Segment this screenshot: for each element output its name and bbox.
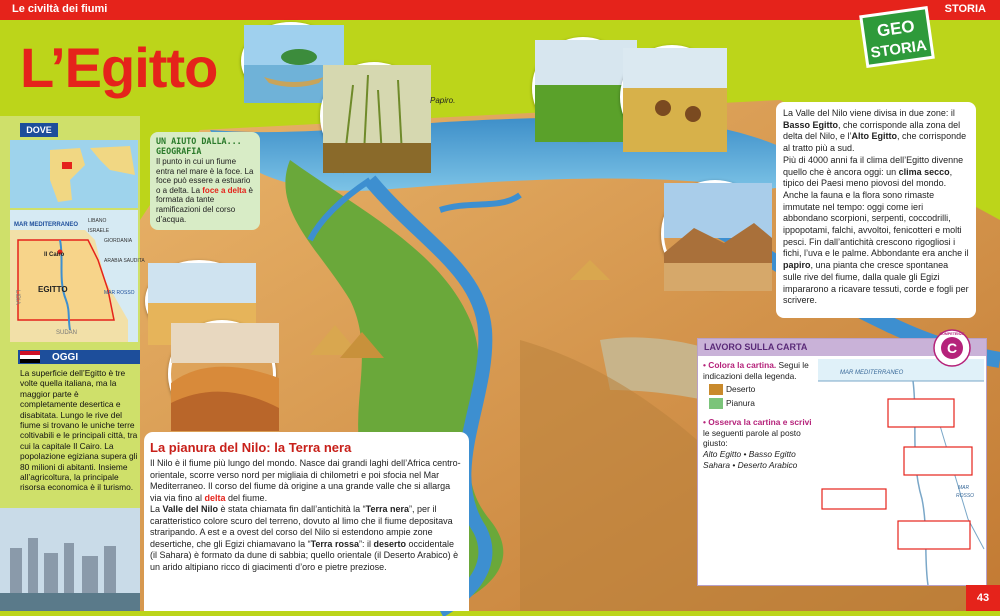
map-exercise-instructions: • Colora la cartina. Segui le indicazioni della legenda. Deserto Pianura • Osserva la cartina e scrivi le seguenti parole al posto giusto: Alto Egitto • Basso Egitto Sahara • Deserto Arabico (703, 360, 815, 470)
dove-label: DOVE (20, 123, 58, 137)
geostoria-badge (858, 6, 936, 68)
exercise-outline-map (818, 359, 984, 585)
legend-item-deserto: Deserto (709, 384, 815, 395)
subject-label: STORIA (944, 3, 986, 15)
geo-box-heading: UN AIUTO DALLA... (156, 136, 242, 146)
badge-geo: GEO (875, 16, 916, 41)
map-label-arabia-saudita: ARABIA SAUDITA (104, 258, 145, 264)
world-map (10, 140, 138, 208)
map-label-libia: LIBIA (14, 290, 20, 305)
map-exercise-header: LAVORO SULLA CARTA (698, 339, 986, 356)
map-label-cairo: Il Cairo (44, 252, 65, 258)
map-label-libano: LIBANO (88, 218, 107, 224)
answer-box-3[interactable] (822, 489, 886, 509)
map-label-israele: ISRAELE (88, 228, 110, 234)
map-label-sudan: SUDAN (56, 330, 78, 336)
answer-box-4[interactable] (898, 521, 970, 549)
nile-plain-paragraph-1: Il Nilo è il fiume più lungo del mondo. Nasce dai grandi laghi dell’Africa centro-orientale, scorre verso nord per migliaia di chilometri e poi sfocia nel Mar Mediterraneo. Il corso del fiume dà origine a una grande valle che si allarga via via fino al delta del fiume. (150, 458, 461, 503)
badge-storia: STORIA (869, 37, 928, 62)
nile-plain-title: La pianura del Nilo: la Terra nera (150, 440, 352, 455)
egypt-locator-map (10, 210, 145, 342)
section-header-bar (0, 0, 1000, 20)
nile-plain-paragraph-2: La Valle del Nilo è stata chiamata fin dall’antichità la “Terra nera”, per il caratteristico colore scuro del terreno, dovuto al limo che il fiume depositava straripando. A est e a ovest del corso del Nilo si estendono ampie zone desertiche, che gli Egizi chiamavano la “Terra rossa”: il deserto occidentale (il Sahara) è formato da dune di sabbia; quello orientale (il Deserto Arabico) è un arido altipiano ricco di giacimenti d’oro e pietre preziose. (150, 504, 459, 572)
map-exercise-panel (697, 338, 987, 586)
papyrus-photo (320, 62, 428, 170)
map-label-egitto: EGITTO (38, 285, 68, 294)
desert-mountain-photo (661, 180, 769, 288)
answer-box-1[interactable] (888, 399, 954, 427)
papyrus-caption: Papiro. (430, 96, 456, 105)
exercise-map-label-red-2: ROSSO (956, 493, 975, 499)
section-title: Le civiltà dei fiumi (12, 3, 108, 15)
badge-ring-text: COMPETENZE (939, 332, 965, 336)
geo-box-text: Il punto in cui un fiume entra nel mare è la foce. La foce può essere a estuario o a delta. La foce a delta è formata da tante ramificazioni del corso d’acqua. (156, 157, 254, 224)
exercise-map-label-red-1: MAR (958, 485, 970, 491)
badge-letter: C (946, 340, 958, 356)
cairo-photo (0, 508, 140, 611)
exercise-map-label-med: MAR MEDITERRANEO (840, 370, 904, 376)
harvest-photo (620, 45, 724, 149)
answer-box-2[interactable] (904, 447, 972, 475)
oggi-text: La superficie dell’Egitto è tre volte quella italiana, ma la maggior parte è completamente desertica e disabitata. Lungo le rive del fiume si trovano le uniche terre coltivabili e le principali città, tra cui la capitale Il Cairo. La popolazione egiziana supera gli 80 milioni di abitanti. Insieme all’agricoltura, la principale risorsa economica è il turismo. (20, 368, 138, 493)
nile-plain-textbox (144, 432, 469, 611)
geo-box-subheading: GEOGRAFIA (156, 146, 202, 156)
green-field-photo (532, 37, 634, 139)
dunes-photo (168, 320, 276, 428)
map-label-mar-rosso: MAR ROSSO (104, 290, 135, 296)
legend-item-pianura: Pianura (709, 398, 815, 409)
map-label-mar-mediterraneo: MAR MEDITERRANEO (14, 222, 78, 228)
nile-valley-description: La Valle del Nilo viene divisa in due zone: il Basso Egitto, che corrisponde alla zona del delta del Nilo, e l’Alto Egitto, che corrisponde al tratto più a sud. Più di 4000 anni fa il clima dell’Egitto divenne quello che è ancora oggi: un clima secco, tipico dei Paesi meno piovosi del mondo. Anche la fauna e la flora sono rimaste immutate nel tempo: oggi come ieri abbondano scorpioni, serpenti, coccodrilli, ippopotami, falchi, avvoltoi, fenicotteri e molti pesci. Fin dall’antichità crescono rigogliosi i fichi, l’uva e le palme. Abbondante era anche il papiro, una pianta che cresce spontanea sulle rive del fiume, dalla quale gli Egizi impararono a ricavare tessuti, corde e fogli per scrivere. (776, 102, 976, 318)
page-number: 43 (966, 585, 1000, 611)
geography-tip-box (150, 132, 260, 230)
oggi-label: OGGI (52, 352, 79, 363)
page-title: L’Egitto (20, 36, 218, 99)
map-label-giordania: GIORDANIA (104, 238, 133, 244)
competenze-badge-icon (933, 329, 971, 367)
egypt-flag-icon (20, 351, 40, 363)
